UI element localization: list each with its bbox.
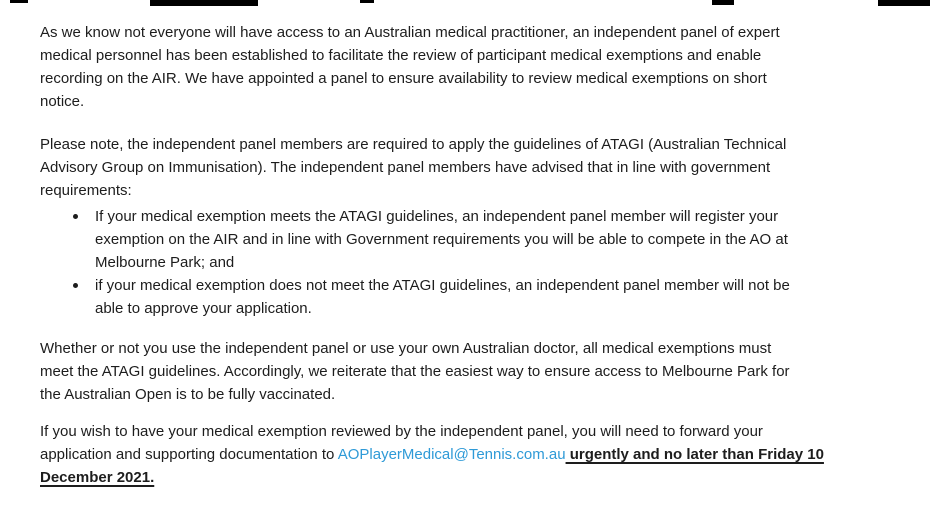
text-line: exemption on the AIR and in line with Government requirements you will be able to compete in the AO at xyxy=(95,231,788,248)
text-line: Please note, the independent panel members are required to apply the guidelines of ATAGI (Australian Technical xyxy=(40,136,787,153)
text-line: requirements: xyxy=(40,182,132,199)
text-line: notice. xyxy=(40,93,85,110)
text-line: Advisory Group on Immunisation). The independent panel members have advised that in line with government xyxy=(40,159,771,176)
text-line: If you wish to have your medical exemption reviewed by the independent panel, you will need to forward your xyxy=(40,423,763,440)
paragraph-deadline xyxy=(40,420,900,489)
text-line: the Australian Open is to be fully vaccinated. xyxy=(40,386,336,403)
paragraph-atagi xyxy=(40,133,900,202)
bullet-list xyxy=(40,205,900,320)
text-line xyxy=(40,443,900,466)
text-line: able to approve your application. xyxy=(95,300,312,317)
bullet-dot-icon xyxy=(73,214,78,219)
paragraph-intro xyxy=(40,21,900,113)
deadline-emphasis-date: December 2021. xyxy=(40,469,155,486)
text-line: Whether or not you use the independent panel or use your own Australian doctor, all medical exemptions must xyxy=(40,340,772,357)
text-line: As we know not everyone will have access to an Australian medical practitioner, an independent panel of expert xyxy=(40,24,780,41)
text-line: if your medical exemption does not meet the ATAGI guidelines, an independent panel member will not be xyxy=(95,277,790,294)
text-line: meet the ATAGI guidelines. Accordingly, we reiterate that the easiest way to ensure access to Melbourne Park for xyxy=(40,363,790,380)
text-line: recording on the AIR. We have appointed a panel to ensure availability to review medical exemptions on short xyxy=(40,70,767,87)
paragraph-whether xyxy=(40,337,900,406)
text-line: medical personnel has been established to facilitate the review of participant medical exemptions and enable xyxy=(40,47,762,64)
text-line: If your medical exemption meets the ATAGI guidelines, an independent panel member will register your xyxy=(95,208,779,225)
email-link[interactable]: AOPlayerMedical@Tennis.com.au xyxy=(337,446,566,463)
deadline-emphasis: urgently and no later than Friday 10 xyxy=(565,446,824,463)
bullet-dot-icon xyxy=(73,283,78,288)
deadline-line2-text: application and supporting documentation to xyxy=(40,446,338,463)
bullet-item-not-meet xyxy=(40,274,900,320)
text-line: Melbourne Park; and xyxy=(95,254,235,271)
bullet-item-meets xyxy=(40,205,900,274)
